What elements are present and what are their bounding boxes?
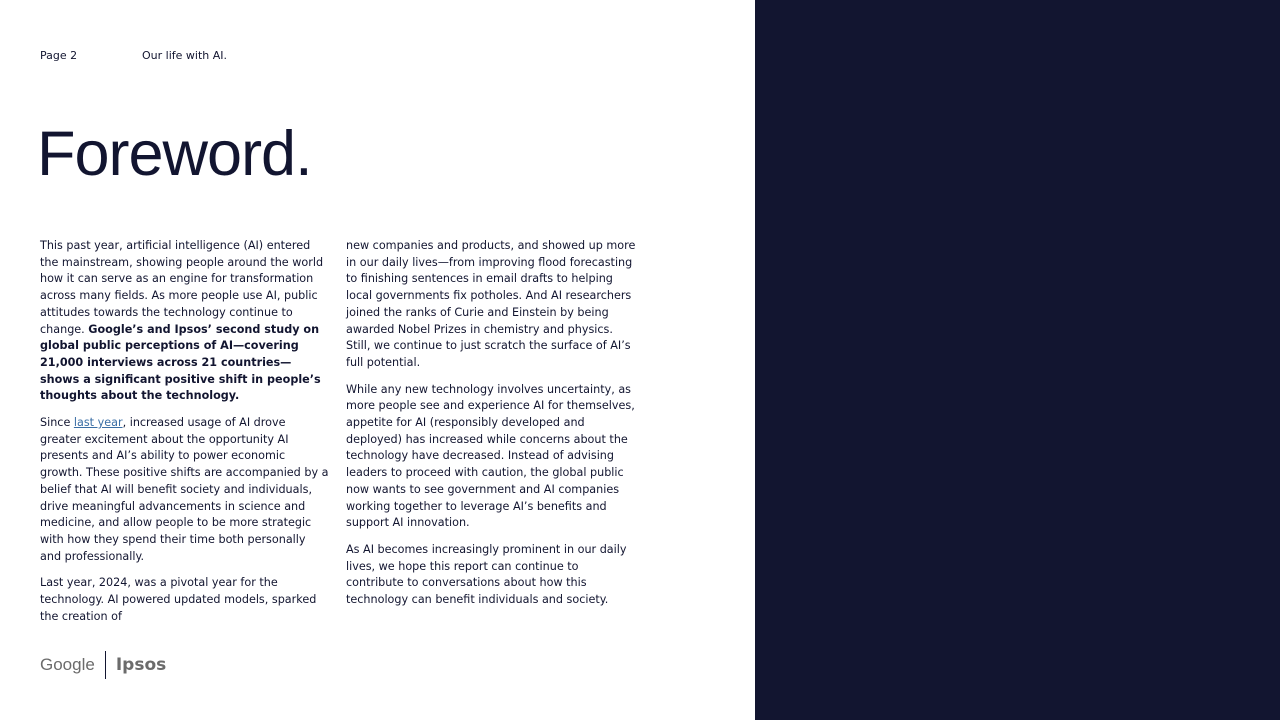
right-navy-panel bbox=[755, 0, 1280, 720]
paragraph-uncertainty: While any new technology involves uncertainty, as more people see and experience AI for themselves, appetite for AI (responsibly developed and deployed) has increased while concerns about the technology have decreased. Instead of advising leaders to proceed with caution, the global public now wants to see government and AI companies working together to leverage AI’s benefits and support AI innovation. bbox=[346, 382, 635, 530]
document-title: Our life with AI. bbox=[142, 49, 227, 62]
page-title: Foreword. bbox=[37, 119, 312, 189]
right-text-column bbox=[346, 238, 636, 619]
since-prefix: Since bbox=[40, 416, 74, 430]
paragraph-since bbox=[40, 415, 330, 565]
intro-text: This past year, artificial intelligence (AI) entered the mainstream, showing people around the world how it can serve as an engine for transformation across many fields. As more people use AI, public attitudes towards the technology continue to change. bbox=[40, 239, 324, 336]
intro-bold-text: Google’s and Ipsos’ second study on global public perceptions of AI—covering 21,000 interviews across 21 countries—shows a significant positive shift in people’s thoughts about the technology. bbox=[40, 322, 321, 403]
logo-divider bbox=[105, 651, 106, 679]
paragraph-closing: As AI becomes increasingly prominent in our daily lives, we hope this report can continue to contribute to conversations about how this technology can benefit individuals and society. bbox=[346, 542, 627, 607]
since-text: , increased usage of AI drove greater excitement about the opportunity AI presents and AI’s ability to power economic growth. These positive shifts are accompanied by a belief that AI will benefit society and individuals, drive meaningful advancements in science and medicine, and allow people to be more strategic with how they spend their time both personally and professionally. bbox=[40, 416, 329, 563]
left-text-column bbox=[40, 238, 330, 635]
page-number: Page 2 bbox=[40, 49, 78, 62]
paragraph-intro bbox=[40, 238, 330, 405]
paragraph-companies: new companies and products, and showed up more in our daily lives—from improving flood forecasting to finishing sentences in email drafts to helping local governments fix potholes. And AI researchers joined the ranks of Curie and Einstein by being awarded Nobel Prizes in chemistry and physics. Still, we continue to just scratch the surface of AI’s full potential. bbox=[346, 239, 636, 369]
google-logo: Google bbox=[40, 655, 95, 674]
footer-logos bbox=[40, 651, 166, 679]
ipsos-logo: Ipsos bbox=[115, 655, 167, 675]
paragraph-last-year: Last year, 2024, was a pivotal year for the technology. AI powered updated models, sparked the creation of bbox=[40, 576, 317, 623]
last-year-link[interactable]: last year bbox=[73, 416, 123, 430]
